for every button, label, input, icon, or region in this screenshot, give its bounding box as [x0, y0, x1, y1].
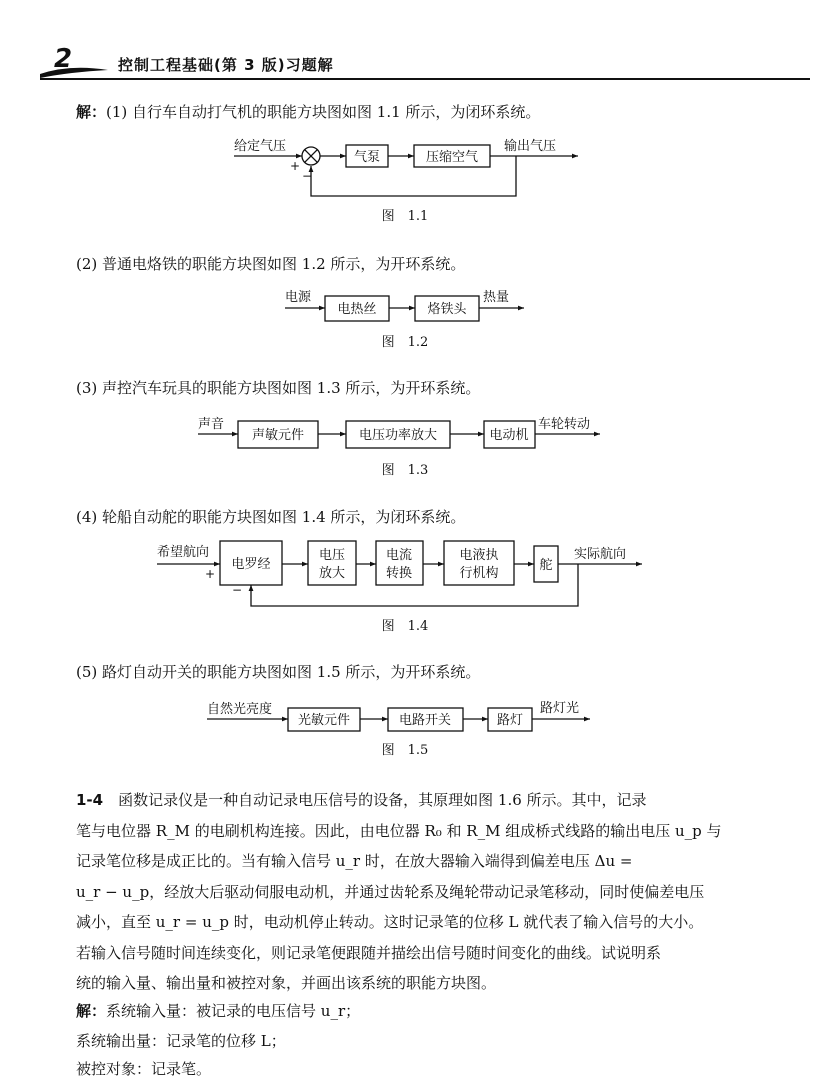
fig4-block-actuator-line2: 行机构 — [459, 566, 499, 581]
problem-1-4-line-1 — [76, 785, 764, 816]
answer-input-line — [76, 1000, 360, 1021]
fig4-minus-sign: − — [232, 583, 243, 597]
answer-label: 解： — [76, 103, 107, 121]
answer-input-text: 系统输入量：被记录的电压信号 u_r； — [106, 1002, 361, 1020]
problem-1-4-line-7: 统的输入量、输出量和被控对象，并画出该系统的职能方块图。 — [76, 974, 497, 992]
fig2-block-tip-label: 烙铁头 — [427, 302, 467, 317]
fig5-block-switch-label: 电路开关 — [398, 713, 452, 728]
problem-number: 1-4 — [76, 791, 104, 809]
fig3-block-amplifier-label: 电压功率放大 — [358, 428, 438, 443]
item5-text: (5) 路灯自动开关的职能方块图如图 1.5 所示，为开环系统。 — [76, 663, 481, 681]
fig5-output-label: 路灯光 — [540, 701, 580, 716]
fig3-input-label: 声音 — [198, 417, 225, 432]
fig5-caption: 图 1.5 — [381, 743, 429, 758]
figure-1-5 — [207, 700, 590, 758]
problem-1-4-line-6: 若输入信号随时间连续变化，则记录笔便跟随并描绘出信号随时间变化的曲线。试说明系 — [76, 943, 662, 962]
fig2-block-heater-label: 电热丝 — [337, 302, 377, 317]
fig1-plus-sign: + — [290, 159, 301, 173]
fig4-caption: 图 1.4 — [381, 619, 429, 634]
fig4-input-label: 希望航向 — [157, 545, 210, 560]
fig5-block-photosensor-label: 光敏元件 — [297, 713, 351, 728]
fig4-block-voltage-amp-line2: 放大 — [318, 566, 346, 581]
fig5-block-lamp-label: 路灯 — [496, 713, 524, 728]
fig3-block-sensor-label: 声敏元件 — [251, 428, 305, 443]
answer-output-line: 系统输出量：记录笔的位移 L； — [76, 1032, 286, 1050]
problem-1-4-line-4: u_r − u_p，经放大后驱动伺服电动机，并通过齿轮系及绳轮带动记录笔移动，同时使偏差电压 — [76, 882, 705, 901]
fig2-caption: 图 1.2 — [381, 335, 429, 350]
fig2-output-label: 热量 — [483, 290, 510, 305]
fig1-output-label: 输出气压 — [504, 139, 557, 154]
answer-label-2: 解： — [76, 1002, 107, 1020]
fig3-caption: 图 1.3 — [381, 463, 429, 478]
problem-1-4-line-2: 笔与电位器 R_M 的电刷机构连接。因此，由电位器 R₀ 和 R_M 组成桥式线路的输出电压 u_p 与 — [76, 821, 722, 840]
fig4-block-voltage-amp-line1: 电压 — [318, 548, 346, 563]
page-number: 2 — [54, 44, 73, 74]
problem-1-4-line-5: 减小，直至 u_r = u_p 时，电动机停止转动。这时记录笔的位移 L 就代表了输入信号的大小。 — [76, 913, 704, 931]
problem-1-4-line-3: 记录笔位移是成正比的。当有输入信号 u_r 时，在放大器输入端得到偏差电压 Δu = — [76, 852, 633, 870]
fig1-summing-junction — [302, 147, 320, 165]
fig4-block-current-conv-line2: 转换 — [385, 566, 413, 581]
answer-object-line: 被控对象：记录笔。 — [76, 1060, 212, 1078]
fig1-block-air-label: 压缩空气 — [425, 150, 479, 165]
problem-1-4-body — [76, 785, 764, 999]
problem-1-4-line-1-text: 函数记录仪是一种自动记录电压信号的设备，其原理如图 1.6 所示。其中，记录 — [118, 791, 647, 809]
fig4-block-gyrocompass-label: 电罗经 — [231, 557, 271, 572]
fig4-output-label: 实际航向 — [574, 547, 627, 562]
fig4-block-current-conv-line1: 电流 — [385, 548, 413, 563]
fig1-block-pump-label: 气泵 — [353, 150, 381, 165]
book-title: 控制工程基础(第 3 版)习题解 — [118, 56, 334, 74]
figure-1-2 — [285, 289, 524, 350]
fig3-block-motor-label: 电动机 — [489, 428, 529, 443]
figure-1-3 — [198, 416, 600, 478]
fig2-input-label: 电源 — [285, 290, 312, 305]
fig1-caption: 图 1.1 — [381, 209, 429, 224]
fig3-output-label: 车轮转动 — [538, 417, 591, 432]
figure-1-4 — [157, 541, 642, 634]
fig5-input-label: 自然光亮度 — [207, 702, 273, 717]
fig1-minus-sign: − — [302, 169, 313, 183]
figure-1-1 — [234, 138, 578, 224]
item4-text: (4) 轮船自动舵的职能方块图如图 1.4 所示，为闭环系统。 — [76, 508, 466, 526]
item2-text: (2) 普通电烙铁的职能方块图如图 1.2 所示，为开环系统。 — [76, 255, 466, 273]
fig4-block-rudder-label: 舵 — [539, 558, 553, 573]
item1-text: (1) 自行车自动打气机的职能方块图如图 1.1 所示，为闭环系统。 — [106, 103, 541, 121]
fig1-input-label: 给定气压 — [234, 139, 287, 154]
fig4-block-actuator-line1: 电液执 — [459, 548, 499, 563]
fig4-plus-sign: + — [205, 567, 216, 581]
item3-text: (3) 声控汽车玩具的职能方块图如图 1.3 所示，为开环系统。 — [76, 379, 481, 397]
